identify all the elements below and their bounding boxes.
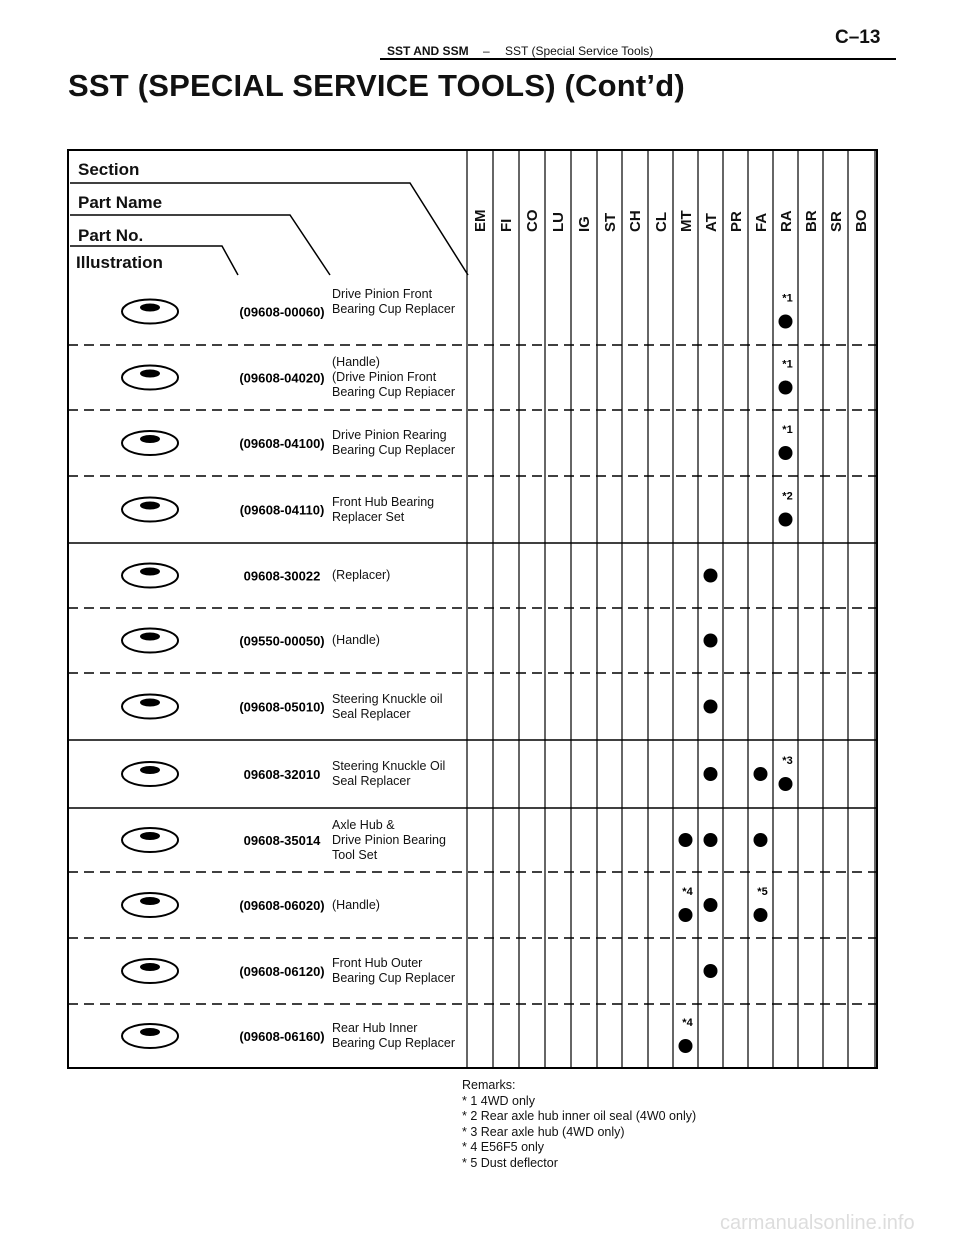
tool-illustration-hub xyxy=(140,963,160,971)
section-label-br: BR xyxy=(803,210,820,232)
remark-4: * 4 E56F5 only xyxy=(462,1140,544,1154)
part-number: (09608-04110) xyxy=(239,502,325,518)
tool-illustration-hub xyxy=(140,766,160,774)
usage-note: *1 xyxy=(782,292,793,305)
section-label-mt: MT xyxy=(678,210,695,232)
usage-mark-at xyxy=(704,700,718,714)
part-name: Front Hub Outer Bearing Cup Replacer xyxy=(332,956,455,985)
section-label-bo: BO xyxy=(853,209,870,232)
part-number: (09608-04020) xyxy=(239,370,325,386)
page-number: C–13 xyxy=(835,27,881,48)
part-number: (09608-06020) xyxy=(239,898,325,913)
section-label-fa: FA xyxy=(753,212,770,232)
part-number: (09608-05010) xyxy=(239,699,325,715)
tool-illustration-hub xyxy=(140,435,160,443)
tool-illustration-hub xyxy=(140,633,160,641)
header-separator: – xyxy=(483,44,490,58)
usage-mark-at xyxy=(704,634,718,648)
part-name: Drive Pinion Rearing Bearing Cup Replacer xyxy=(332,428,455,457)
usage-mark-mt xyxy=(679,1039,693,1053)
header-section-label: Section xyxy=(78,160,140,179)
part-number: 09608-30022 xyxy=(243,568,321,584)
usage-mark-ra xyxy=(779,381,793,395)
section-label-cl: CL xyxy=(653,212,670,232)
usage-mark-at xyxy=(704,964,718,978)
usage-mark-ra xyxy=(779,446,793,460)
part-number: (09608-06160) xyxy=(239,1029,325,1044)
section-label-em: EM xyxy=(472,209,489,232)
section-label-st: ST xyxy=(602,212,619,232)
header-part-name-label: Part Name xyxy=(78,193,163,212)
tool-illustration-hub xyxy=(140,1028,160,1036)
part-name: Drive Pinion Front Bearing Cup Replacer xyxy=(332,286,455,316)
section-label-at: AT xyxy=(703,213,720,232)
usage-mark-ra xyxy=(779,513,793,527)
section-label-lu: LU xyxy=(550,212,567,232)
usage-note: *4 xyxy=(682,886,693,898)
remark-5: * 5 Dust deflector xyxy=(462,1155,558,1170)
section-label-fi: FI xyxy=(498,218,515,232)
tool-illustration-hub xyxy=(140,897,160,905)
remark-3: * 3 Rear axle hub (4WD only) xyxy=(462,1124,625,1139)
usage-mark-ra xyxy=(779,315,793,329)
part-name: Rear Hub Inner Bearing Cup Replacer xyxy=(332,1021,455,1050)
table-frame xyxy=(68,150,877,1068)
page-title: SST (SPECIAL SERVICE TOOLS) (Cont’d) xyxy=(68,68,685,103)
header-section-name: SST (Special Service Tools) xyxy=(505,44,654,58)
usage-note: *4 xyxy=(682,1017,693,1029)
part-number: (09608-00060) xyxy=(239,304,325,320)
usage-note: *3 xyxy=(782,755,793,767)
header-illustration-label: Illustration xyxy=(76,253,163,272)
usage-mark-ra xyxy=(779,777,793,791)
part-name: (Handle) xyxy=(332,633,380,647)
part-name: (Handle) (Drive Pinion Front Bearing Cup Repiacer xyxy=(332,355,455,399)
usage-note: *5 xyxy=(757,886,768,898)
part-name: Axle Hub & Drive Pinion Bearing Tool Set xyxy=(332,817,446,862)
part-number: (09608-06120) xyxy=(239,964,325,979)
usage-mark-fa xyxy=(754,908,768,922)
part-number: 09608-35014 xyxy=(243,833,321,848)
section-label-pr: PR xyxy=(728,211,745,232)
header-part-no-label: Part No. xyxy=(78,226,144,245)
part-name: (Replacer) xyxy=(332,568,391,582)
remarks xyxy=(462,1078,696,1171)
section-label-ig: IG xyxy=(576,216,593,232)
part-number: (09550-00050) xyxy=(239,633,325,649)
tool-illustration-hub xyxy=(140,502,160,510)
remark-2: * 2 Rear axle hub inner oil seal (4W0 only) xyxy=(462,1109,697,1123)
part-name: Steering Knuckle oil Seal Replacer xyxy=(332,691,443,721)
header-section-code: SST AND SSM xyxy=(387,44,469,58)
section-label-sr: SR xyxy=(828,211,845,232)
part-number: 09608-32010 xyxy=(243,767,321,782)
part-name: Steering Knuckle Oil Seal Replacer xyxy=(332,759,446,788)
watermark: carmanualsonline.info xyxy=(720,1212,915,1234)
tool-illustration-hub xyxy=(140,832,160,840)
tool-illustration-hub xyxy=(140,568,160,576)
usage-mark-mt xyxy=(679,908,693,922)
usage-note: *1 xyxy=(782,424,793,436)
remarks-heading: Remarks: xyxy=(462,1078,516,1092)
remark-1: * 1 4WD only xyxy=(462,1093,535,1108)
usage-mark-at xyxy=(704,767,718,781)
part-name: (Handle) xyxy=(332,897,380,912)
section-label-co: CO xyxy=(524,209,541,232)
section-label-ra: RA xyxy=(778,210,795,232)
section-label-ch: CH xyxy=(627,210,644,232)
tool-illustration-hub xyxy=(140,370,160,378)
usage-mark-mt xyxy=(679,833,693,847)
usage-mark-fa xyxy=(754,767,768,781)
usage-mark-fa xyxy=(754,833,768,847)
usage-note: *1 xyxy=(782,358,793,371)
tool-illustration-hub xyxy=(140,699,160,707)
usage-mark-at xyxy=(704,833,718,847)
part-number: (09608-04100) xyxy=(239,436,325,451)
usage-mark-at xyxy=(704,898,718,912)
part-name: Front Hub Bearing Replacer Set xyxy=(332,494,435,524)
tool-illustration-hub xyxy=(140,304,160,312)
usage-mark-at xyxy=(704,569,718,583)
usage-note: *2 xyxy=(782,490,793,503)
